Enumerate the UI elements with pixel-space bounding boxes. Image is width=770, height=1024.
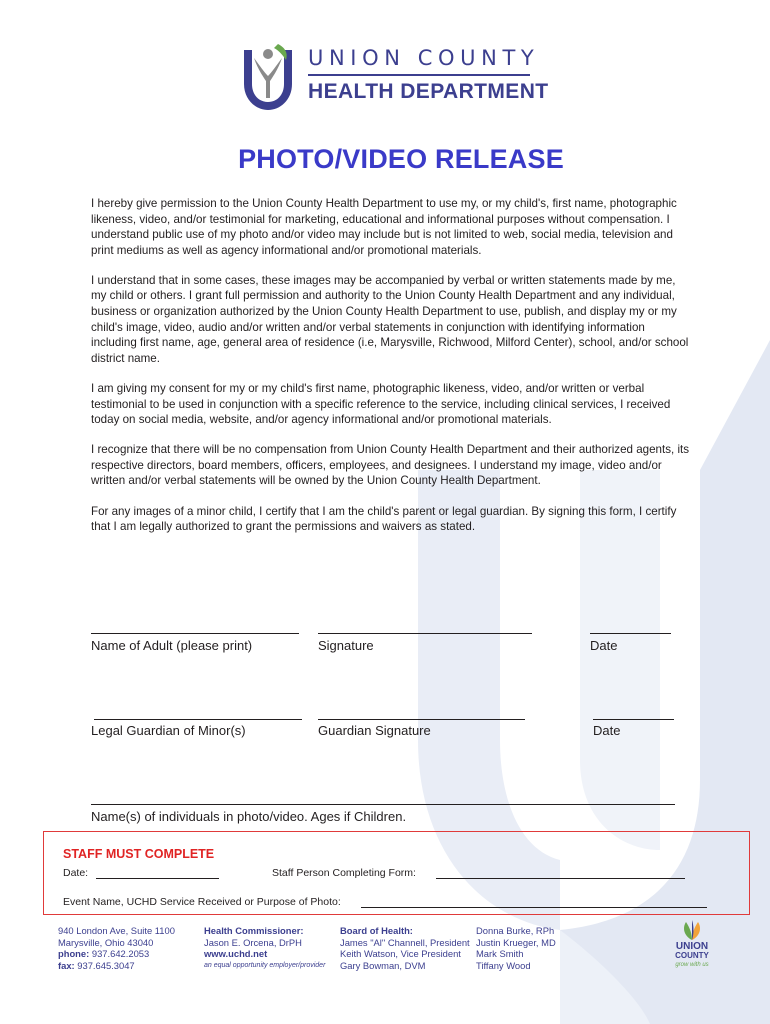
website-link[interactable]: www.uchd.net xyxy=(204,948,268,960)
paragraph-compensation: I recognize that there will be no compensation from Union County Health Department and their authorized agents, its respective directors, board members, officers, employees, and designees. I understand my image, video and/or written and/or verbal statements will be owned by the Union County Health Department. xyxy=(91,443,690,488)
date-line-1[interactable] xyxy=(590,633,671,634)
paragraph-statements: I understand that in some cases, these images may be accompanied by verbal or written statements made by me, my child or others. I grant full permission and authority to the Union County Health Department and any individual, business or organization authorized by the Union County Health Department to use, publish, and display my or my child's image, video, audio and/or written and/or verbal statements in conjunction with identifying information including first name, age, general area of residence (i.e, Marysville, Richwood, Milford Center), school, and/or school district name. xyxy=(91,273,689,365)
signature-label: Signature xyxy=(318,638,374,653)
board-member-6: Mark Smith xyxy=(476,948,524,960)
commissioner-title: Health Commissioner: xyxy=(204,925,304,936)
signature-line[interactable] xyxy=(318,633,532,634)
address-line-2: Marysville, Ohio 43040 xyxy=(58,936,154,948)
board-member-1: James "Al" Channell, President xyxy=(340,936,470,948)
phone-row xyxy=(58,948,175,960)
adult-name-label: Name of Adult (please print) xyxy=(91,638,253,653)
footer-board-continued xyxy=(476,925,556,971)
adult-name-line[interactable] xyxy=(91,633,299,634)
guardian-label: Legal Guardian of Minor(s) xyxy=(91,723,246,738)
footer-logo xyxy=(662,918,722,974)
footer-address xyxy=(58,925,175,971)
footer-commissioner xyxy=(204,925,325,971)
footer-logo-tagline: grow with us xyxy=(675,962,709,968)
date-label-1: Date xyxy=(590,638,618,653)
header-logo xyxy=(240,40,549,112)
equal-opportunity-note: an equal opportunity employer/provider xyxy=(204,961,326,969)
paragraph-consent: I am giving my consent for my or my child's first name, photographic likeness, video, and/or written or verbal testimonial to be used in conjunction with a specific reference to the service, including clinical services, I received today on social media, website, and/or agency informational and/or promotional materials. xyxy=(91,381,671,427)
page-title: PHOTO/VIDEO RELEASE xyxy=(238,144,564,174)
logo-divider xyxy=(308,74,530,76)
leaf-icon xyxy=(662,918,722,942)
phone-number: 937.642.2053 xyxy=(91,948,150,960)
board-title: Board of Health: xyxy=(340,925,413,936)
phone-label: phone: xyxy=(58,948,90,960)
logo-wordmark-top: UNION COUNTY xyxy=(308,46,540,70)
logo-wordmark-bottom: HEALTH DEPARTMENT xyxy=(308,80,549,103)
guardian-name-line[interactable] xyxy=(94,719,302,720)
staff-section xyxy=(43,831,750,915)
staff-person-label: Staff Person Completing Form: xyxy=(272,867,416,879)
footer-board xyxy=(340,925,470,971)
individuals-label: Name(s) of individuals in photo/video. Ages if Children. xyxy=(91,809,407,824)
guardian-signature-line[interactable] xyxy=(318,719,525,720)
event-field[interactable] xyxy=(361,907,707,908)
paragraph-permission: I hereby give permission to the Union County Health Department to use my, or my child's, first name, photographic likeness, video, and/or testimonial for marketing, educational and informational purposes without compensation. I understand public use of my photo and/or video may include but is not limited to web, social media, television and print mediums as well as agency informational and/or promotional materials. xyxy=(91,197,677,257)
footer-logo-line2: COUNTY xyxy=(675,951,709,960)
individuals-line[interactable] xyxy=(91,804,675,805)
date-line-2[interactable] xyxy=(593,719,674,720)
release-body xyxy=(91,196,691,549)
footer-logo-line1: UNION xyxy=(675,941,709,952)
board-member-5: Justin Krueger, MD xyxy=(476,936,556,948)
date-label-2: Date xyxy=(593,723,621,738)
staff-title: STAFF MUST COMPLETE xyxy=(63,847,215,861)
uchd-logo-icon xyxy=(240,40,296,112)
commissioner-name: Jason E. Orcena, DrPH xyxy=(204,936,302,948)
address-line-1: 940 London Ave, Suite 1100 xyxy=(58,925,175,936)
event-label: Event Name, UCHD Service Received or Purpose of Photo: xyxy=(63,896,341,908)
staff-person-field[interactable] xyxy=(436,878,685,879)
board-member-7: Tiffany Wood xyxy=(476,959,531,971)
staff-date-field[interactable] xyxy=(96,878,219,879)
paragraph-minor: For any images of a minor child, I certify that I am the child's parent or legal guardian. By signing this form, I certify that I am legally authorized to grant the permissions and waivers as stated. xyxy=(91,504,677,534)
fax-label: fax: xyxy=(58,959,75,971)
fax-row xyxy=(58,960,175,972)
staff-date-label: Date: xyxy=(63,867,89,879)
board-member-3: Gary Bowman, DVM xyxy=(340,959,426,971)
fax-number: 937.645.3047 xyxy=(77,959,135,971)
board-member-2: Keith Watson, Vice President xyxy=(340,948,461,960)
guardian-signature-label: Guardian Signature xyxy=(318,723,431,738)
board-member-4: Donna Burke, RPh xyxy=(476,925,555,936)
